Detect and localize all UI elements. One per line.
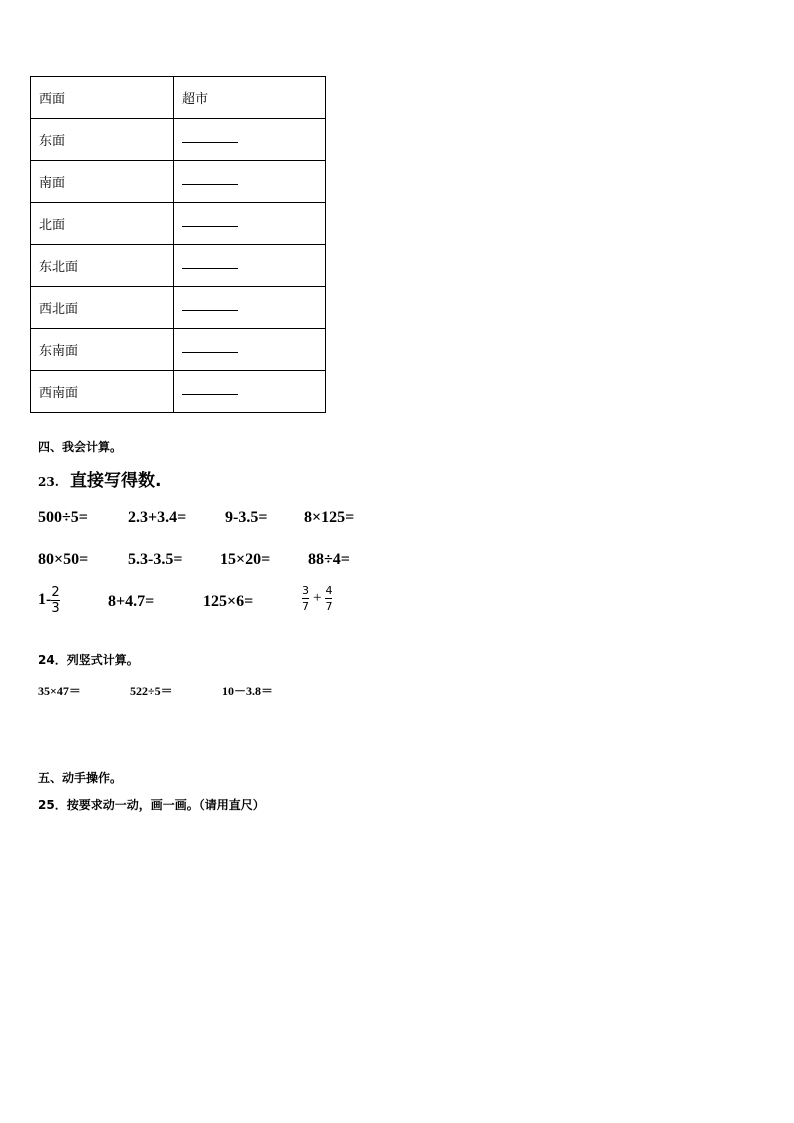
table-row [31,245,326,287]
question-23-number: 23. [38,475,59,489]
table-row [31,77,326,119]
direction-cell: 东北面 [31,245,174,287]
direction-cell: 西面 [31,77,174,119]
table-row [31,371,326,413]
answer-blank-cell[interactable] [174,371,326,413]
question-24-title: 24．列竖式计算。 [38,653,139,667]
answer-blank-cell[interactable] [174,119,326,161]
answer-blank-cell[interactable] [174,287,326,329]
vertical-calc-item: 35×47＝ [38,684,81,698]
direction-cell: 北面 [31,203,174,245]
calc-item-fraction-subtraction [38,585,60,616]
fraction: $\frac{4}{7}$ [325,584,333,613]
table-row [31,119,326,161]
question-25-title: 25．按要求动一动，画一画。（请用直尺） [38,798,265,812]
question-23-title: 直接写得数. [69,471,162,491]
answer-blank[interactable] [182,132,238,143]
calc-item: 5.3-3.5= [128,551,183,568]
direction-cell: 西南面 [31,371,174,413]
table-row [31,329,326,371]
table-row [31,203,326,245]
calc-item-fraction-addition [302,583,332,614]
direction-cell: 东南面 [31,329,174,371]
answer-blank[interactable] [182,216,238,227]
answer-blank[interactable] [182,258,238,269]
calc-item: 15×20= [220,551,271,568]
plus-sign: + [313,590,322,606]
place-cell: 超市 [174,77,326,119]
table-row [31,287,326,329]
calc-item: 8×125= [304,509,355,526]
answer-blank[interactable] [182,174,238,185]
section-4-heading: 四、我会计算。 [38,440,123,454]
answer-blank-cell[interactable] [174,203,326,245]
table-row [31,161,326,203]
fraction: $\frac{3}{7}$ [302,584,309,613]
calc-item: 500÷5= [38,509,88,526]
calc-item: 8+4.7= [108,593,155,610]
direction-cell: 东面 [31,119,174,161]
answer-blank[interactable] [182,300,238,311]
answer-blank-cell[interactable] [174,161,326,203]
question-23-heading [38,466,161,491]
direction-cell: 西北面 [31,287,174,329]
vertical-calc-item: 10－3.8＝ [222,684,274,698]
direction-cell: 南面 [31,161,174,203]
calc-item: 9-3.5= [225,509,268,526]
calc-item: 125×6= [203,593,254,610]
fraction: $\frac{2}{3}$ [51,585,60,616]
answer-blank-cell[interactable] [174,245,326,287]
calc-item: 2.3+3.4= [128,509,187,526]
direction-table [30,76,326,413]
calc-item: 80×50= [38,551,89,568]
vertical-calc-item: 522÷5＝ [130,684,173,698]
calc-item: 88÷4= [308,551,350,568]
section-5-heading: 五、动手操作。 [38,771,123,785]
answer-blank-cell[interactable] [174,329,326,371]
answer-blank[interactable] [182,342,238,353]
answer-blank[interactable] [182,384,238,395]
calc-prefix: 1- [38,591,52,609]
